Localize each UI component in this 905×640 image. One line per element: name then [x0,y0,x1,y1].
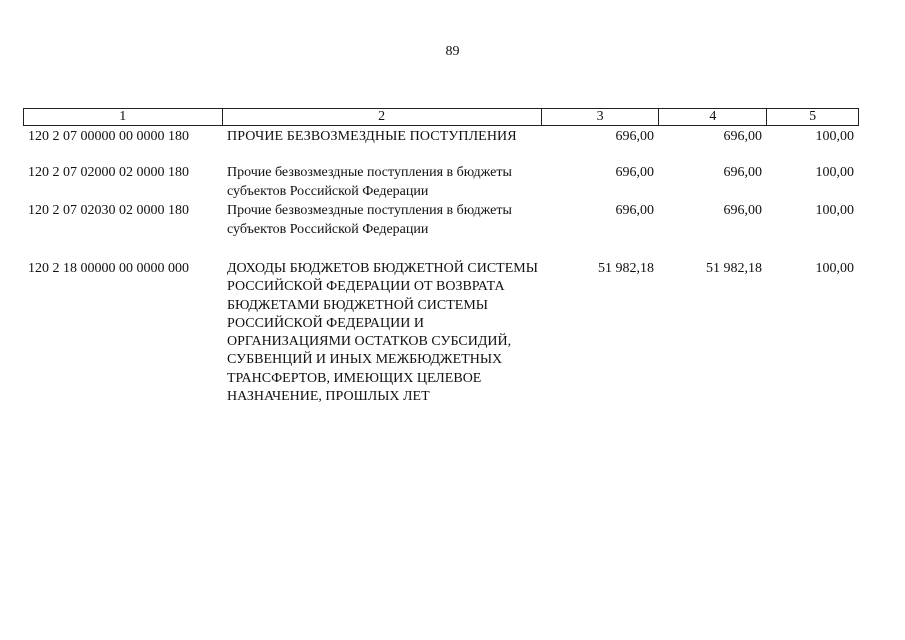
table-row [23,202,859,242]
column-header-2: 2 [222,109,541,125]
row-name: Прочие безвозмездные поступления в бюджеты субъектов Российской Федерации [227,165,512,199]
row-name: Прочие безвозмездные поступления в бюджеты субъектов Российской Федерации [227,203,512,237]
row-value-col3: 696,00 [615,129,654,144]
budget-table [23,108,859,406]
row-value-col4: 51 982,18 [706,261,762,276]
row-value-col4: 696,00 [723,165,762,180]
row-value-col3: 51 982,18 [598,261,654,276]
row-value-col4: 696,00 [723,129,762,144]
table-row [23,164,859,202]
row-value-col5: 100,00 [815,129,854,144]
column-header-3: 3 [541,109,659,125]
page-number: 89 [445,44,460,59]
row-value-col5: 100,00 [815,203,854,218]
row-code: 120 2 18 00000 00 0000 000 [28,261,189,276]
row-value-col4: 696,00 [723,203,762,218]
row-value-col3: 696,00 [615,203,654,218]
column-header-1: 1 [119,109,127,124]
row-name: ДОХОДЫ БЮДЖЕТОВ БЮДЖЕТНОЙ СИСТЕМЫ РОССИЙСКОЙ ФЕДЕРАЦИИ ОТ ВОЗВРАТА БЮДЖЕТАМИ БЮДЖЕТНОЙ СИСТЕМЫ РОССИЙСКОЙ ФЕДЕРАЦИИ И ОРГАНИЗАЦИЯМИ ОСТАТКОВ СУБСИДИЙ, СУБВЕНЦИЙ И ИНЫХ МЕЖБЮДЖЕТНЫХ ТРАНСФЕРТОВ, ИМЕЮЩИХ ЦЕЛЕВОЕ НАЗНАЧЕНИЕ, ПРОШЛЫХ ЛЕТ [227,261,538,405]
row-value-col3: 696,00 [615,165,654,180]
column-header-5: 5 [766,109,858,125]
row-code: 120 2 07 02000 02 0000 180 [28,165,189,180]
row-code: 120 2 07 00000 00 0000 180 [28,129,189,144]
row-code: 120 2 07 02030 02 0000 180 [28,203,189,218]
table-header-row [23,108,859,126]
row-value-col5: 100,00 [815,165,854,180]
row-value-col5: 100,00 [815,261,854,276]
table-row [23,128,859,156]
table-row [23,260,859,406]
row-name: ПРОЧИЕ БЕЗВОЗМЕЗДНЫЕ ПОСТУПЛЕНИЯ [227,129,517,144]
column-header-4: 4 [658,109,766,125]
